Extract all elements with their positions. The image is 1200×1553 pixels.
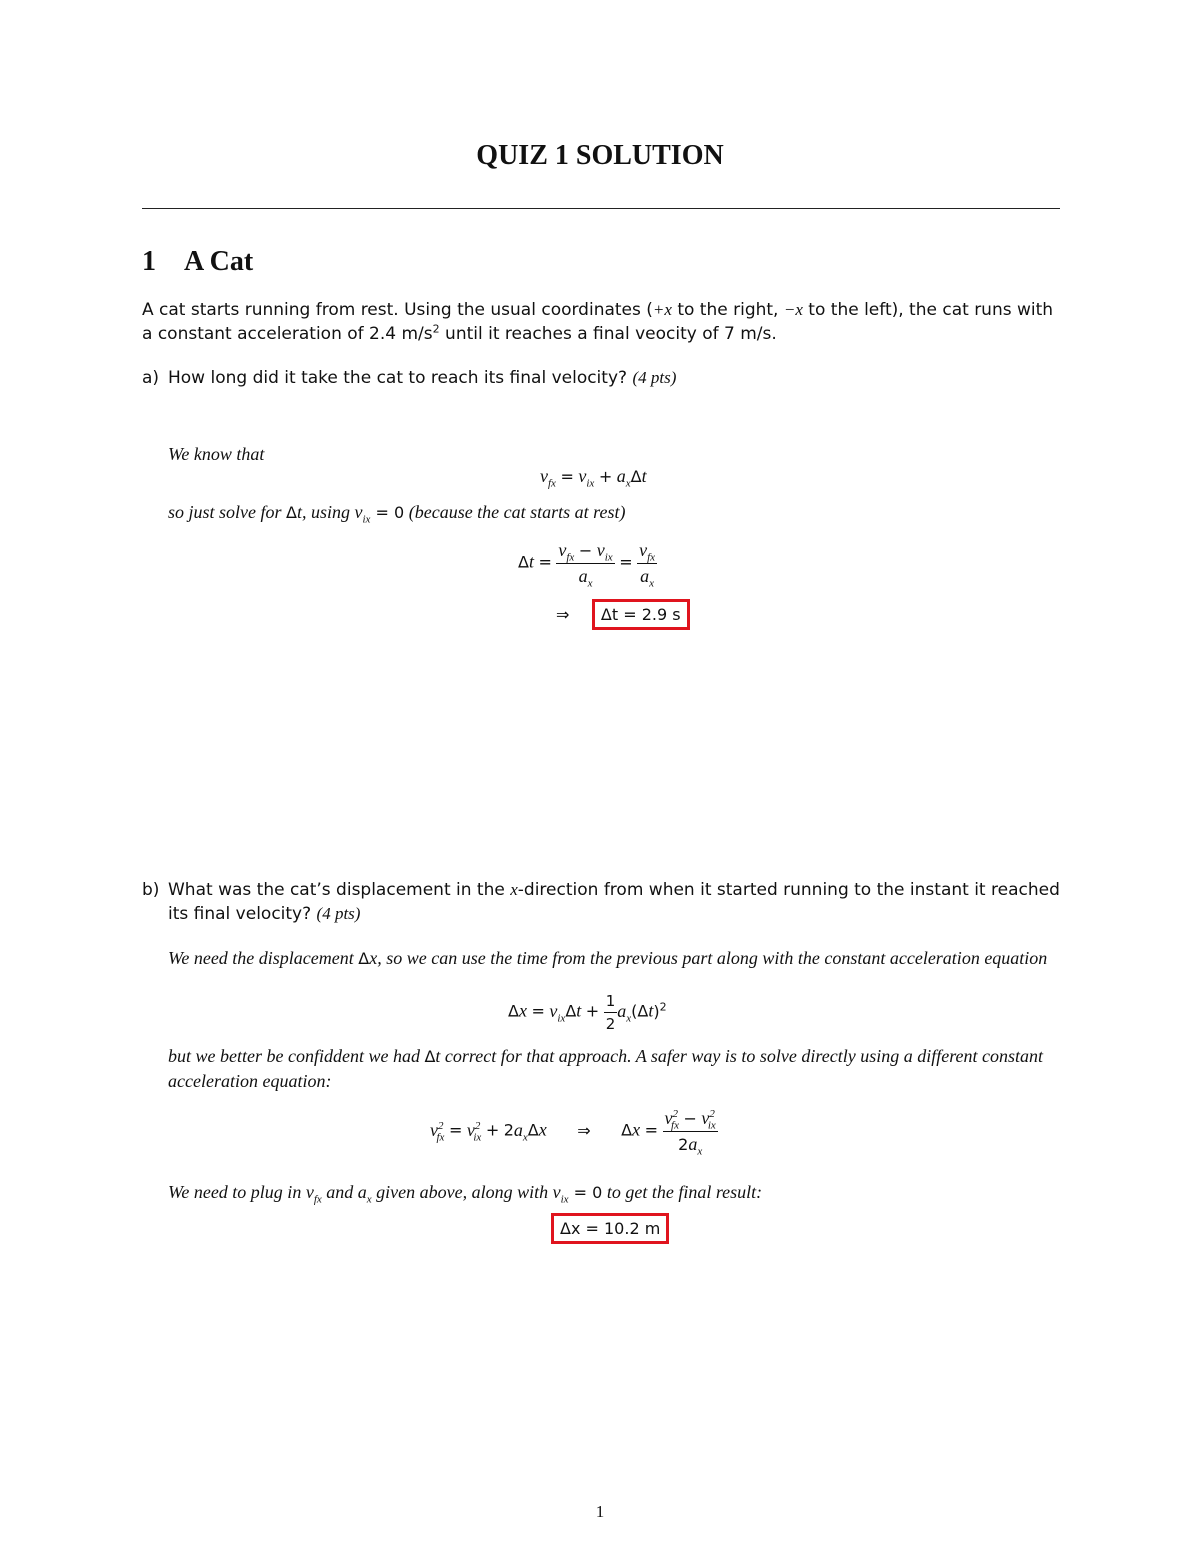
equation-delta-t: Δt = $\frac{v_{fx} - v_{ix}}{a_x}$ = $\frac{v_{fx}}{a_x}$ (518, 540, 656, 590)
equation-velocity: $v_{fx} = v_{ix} + a_x\Delta t$ (540, 466, 647, 490)
part-b-question (142, 878, 1060, 926)
part-b-line-3-text-c: given above, along with (371, 1182, 553, 1202)
part-a-line-1: We know that (168, 444, 265, 464)
part-b-line-2-text-b: correct for that approach. A safer way is to solve directly using a different constant acceleration equation: (168, 1046, 1044, 1091)
part-a-points: (4 pts) (632, 368, 677, 387)
part-b-a-symbol: a (357, 1182, 367, 1202)
implies-arrow-a: ⇒ (556, 605, 570, 624)
part-b-question-text-a: What was the cat’s displacement in the (168, 880, 511, 900)
equation-displacement: $\Delta x = v_{ix}\Delta t$ + $\frac{1}{2}$ $a_x(\Delta t)^2$ (508, 992, 667, 1033)
part-a-cond-sub: ix (362, 513, 371, 526)
part-a-line-2-text-b: , using (301, 502, 355, 522)
part-a-dt-t: t (296, 502, 302, 522)
part-a-line-2-text-a: so just solve for (168, 502, 287, 522)
section-heading (142, 246, 253, 278)
equation-velocity-squared: $v^2_{fx} = v^2_{ix} + 2a_x\Delta x$ ⇒ Δx = $\frac{v^2_{fx} - v^2_{ix}}{2a_x}$ (430, 1108, 716, 1158)
intro-text-2: to the right, (671, 300, 784, 320)
part-b-vf-symbol: v (305, 1182, 314, 1202)
intro-text-3: to the left), the cat runs with a constant acceleration of 2.4 m/s (142, 300, 1054, 344)
part-a-question-text: How long did it take the cat to reach its final velocity? (168, 368, 633, 388)
part-a-line-2: so just solve for Δt, using $v_{ix} = 0$ (because the cat starts at rest) (168, 502, 626, 526)
part-b-line-2-text-a: but we better be confiddent we had (168, 1046, 425, 1066)
part-a-answer-row (556, 604, 690, 625)
part-b-answer-row (551, 1218, 669, 1239)
part-a-question (142, 366, 1060, 390)
implies-arrow-b: ⇒ (577, 1120, 591, 1140)
section-number: 1 (142, 246, 156, 277)
part-b-vi-value: = 0 (568, 1183, 603, 1202)
part-b-a-sub: x (366, 1193, 372, 1206)
intro-text-1: A cat starts running from rest. Using the usual coordinates ( (142, 300, 653, 320)
part-b-line-3-text-e: to get the final result: (602, 1182, 763, 1202)
section-title: A Cat (184, 246, 254, 277)
part-b-line-1: We need the displacement Δx, so we can use the time from the previous part along with the constant acceleration equation (168, 948, 1048, 968)
part-b-line-2: but we better be confiddent we had Δt correct for that approach. A safer way is to solve directly using a different constant acceleration equation: (168, 1046, 1044, 1091)
page-title: QUIZ 1 SOLUTION (476, 140, 724, 171)
title-rule (142, 208, 1060, 209)
intro-paragraph (142, 298, 1060, 346)
part-b-dx-x: x (369, 948, 378, 968)
minus-x-symbol: −x (783, 300, 803, 319)
part-b-vf-sub: fx (313, 1193, 322, 1206)
part-b-vi-sub: ix (560, 1193, 569, 1206)
page-number: 1 (595, 1502, 605, 1521)
part-b-answer-box: Δx = 10.2 m (551, 1213, 669, 1244)
part-b-line-3-text-a: We need to plug in (168, 1182, 306, 1202)
part-b-points: (4 pts) (316, 904, 361, 923)
squared-superscript: 2 (432, 322, 440, 336)
part-b-question-text-b: -direction from when it started running to the instant it reached its final velocity? (168, 880, 1060, 924)
part-b-vi-symbol: v (552, 1182, 561, 1202)
part-a-line-2-text-d: (because the cat starts at rest) (404, 502, 626, 522)
part-b-line-1-text-a: We need the displacement (168, 948, 359, 968)
part-b-x-symbol: x (510, 880, 518, 899)
intro-text-4: until it reaches a final veocity of 7 m/s. (439, 324, 777, 344)
part-b-label: b) (142, 880, 160, 900)
part-b-dt-t: t (435, 1046, 441, 1066)
part-a-cond-v: v (354, 502, 363, 522)
part-b-line-1-text-b: , so we can use the time from the previous part along with the constant acceleration equation (377, 948, 1048, 968)
plus-x-symbol: +x (652, 300, 672, 319)
part-a-cond-value: = 0 (370, 503, 405, 522)
part-b-line-3 (168, 1180, 1060, 1205)
part-a-answer-box: Δt = 2.9 s (592, 599, 690, 630)
part-b-line-3-text-b: and (321, 1182, 358, 1202)
part-a-label: a) (142, 368, 160, 388)
